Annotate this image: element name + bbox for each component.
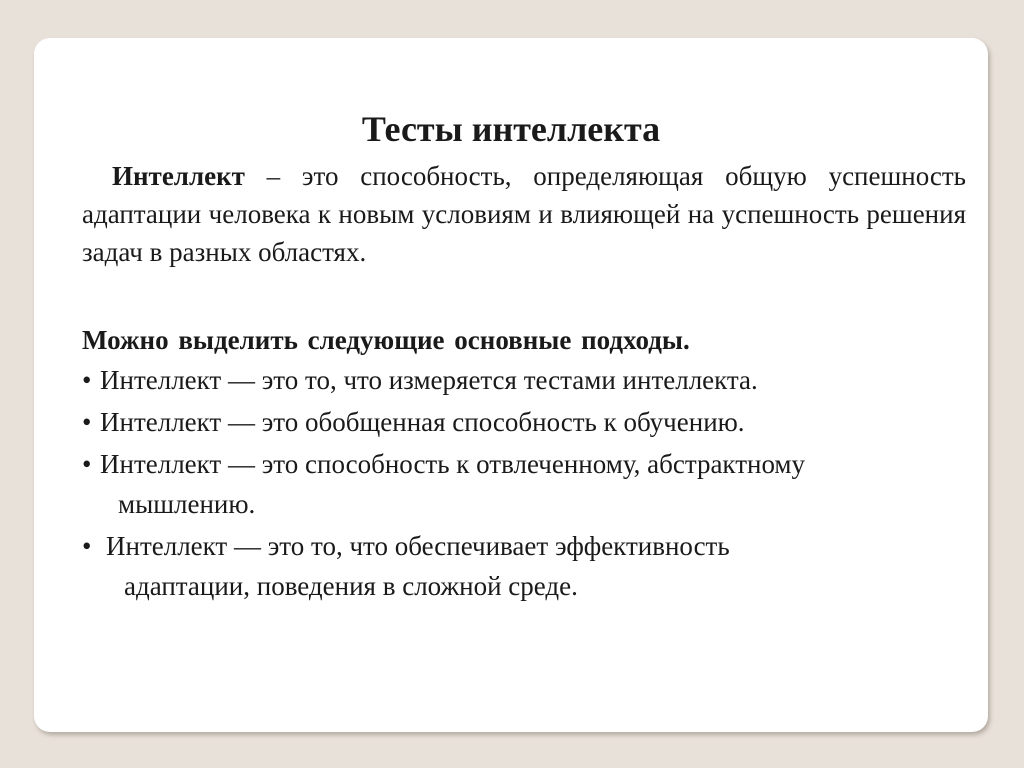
list-item: [82, 402, 972, 442]
definition-term: Интеллект: [112, 161, 245, 191]
approaches-heading: Можно выделить следующие основные подходы.: [82, 325, 690, 355]
list-item-text: Интеллект — это обобщенная способность к обучению.: [100, 407, 745, 437]
approaches-list: [82, 360, 972, 606]
list-item-text: Интеллект — это то, что обеспечивает эффективность: [106, 531, 730, 561]
slide: [34, 38, 988, 732]
list-item: [82, 526, 972, 606]
bullet-icon: •: [82, 531, 92, 561]
bullet-icon: •: [82, 407, 92, 437]
list-item-continuation: адаптации, поведения в сложной среде.: [124, 571, 578, 601]
list-item: [82, 444, 972, 524]
list-item-text: Интеллект — это то, что измеряется тестами интеллекта.: [100, 365, 758, 395]
list-item-continuation: мышлению.: [118, 489, 256, 519]
approaches-section: [82, 320, 972, 608]
list-item-text: Интеллект — это способность к отвлеченному, абстрактному: [100, 449, 806, 479]
slide-title: Тесты интеллекта: [361, 109, 661, 149]
definition-text: – это способность, определяющая общую успешность адаптации человека к новым условиям и влияющей на успешность решения задач в разных областях.: [82, 161, 966, 267]
bullet-icon: •: [82, 365, 92, 395]
definition-paragraph: [82, 157, 966, 271]
bullet-icon: •: [82, 449, 92, 479]
list-item: [82, 360, 972, 400]
